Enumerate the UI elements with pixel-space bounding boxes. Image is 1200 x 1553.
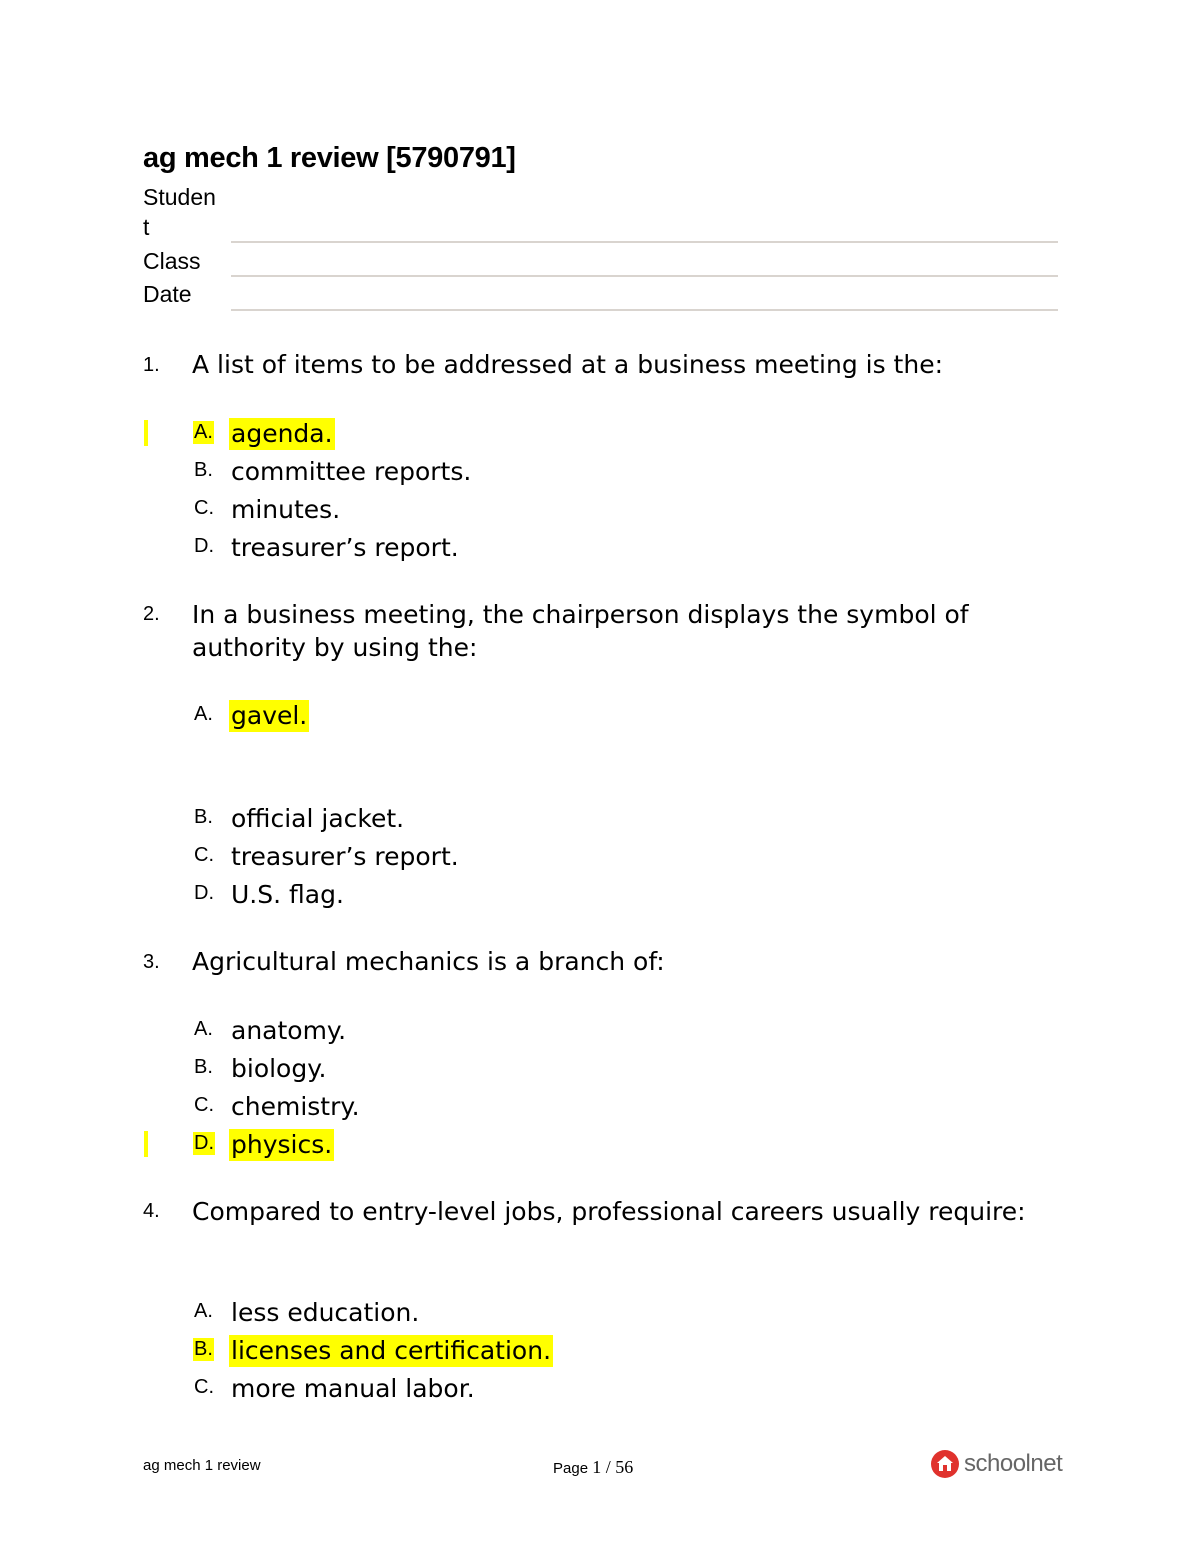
answer-marker: [144, 420, 148, 446]
option-letter: C.: [194, 1094, 214, 1116]
date-label: Date: [143, 281, 192, 307]
footer-doc-name: ag mech 1 review: [143, 1457, 261, 1474]
option-text: anatomy.: [231, 1016, 347, 1045]
house-icon: [930, 1449, 960, 1479]
page-label: Page: [553, 1460, 589, 1477]
option-letter: C.: [194, 1376, 214, 1398]
option-letter: D.: [194, 1132, 214, 1154]
page-number: 1 / 56: [592, 1457, 634, 1477]
option-letter: B.: [194, 806, 213, 828]
option-text: minutes.: [231, 495, 341, 524]
option-text: official jacket.: [231, 804, 405, 833]
question-number: 2.: [143, 603, 160, 625]
class-label: Class: [143, 248, 201, 274]
question-number: 3.: [143, 951, 160, 973]
brand-name: schoolnet: [964, 1450, 1063, 1477]
option-letter: B.: [194, 1338, 213, 1360]
option-letter: C.: [194, 844, 214, 866]
option-text: treasurer’s report.: [231, 842, 459, 871]
option-text: more manual labor.: [231, 1374, 475, 1403]
option-letter: A.: [194, 1018, 213, 1040]
date-line: [231, 309, 1058, 311]
option-text: biology.: [231, 1054, 327, 1083]
student-line: [231, 241, 1058, 243]
option-letter: A.: [194, 1300, 213, 1322]
schoolnet-logo: [930, 1447, 1062, 1481]
option-text: physics.: [231, 1130, 333, 1159]
option-letter: B.: [194, 1056, 213, 1078]
student-label: Studen t: [143, 184, 216, 240]
option-text: committee reports.: [231, 457, 472, 486]
option-text: gavel.: [231, 701, 308, 730]
option-text: agenda.: [231, 419, 333, 448]
question-text: In a business meeting, the chairperson displays the symbol of authority by using the:: [192, 600, 969, 662]
option-text: licenses and certification.: [231, 1336, 552, 1365]
question-text: A list of items to be addressed at a business meeting is the:: [192, 350, 944, 379]
question-text: Agricultural mechanics is a branch of:: [192, 947, 665, 976]
question-text: Compared to entry-level jobs, professional careers usually require:: [192, 1197, 1026, 1226]
option-letter: D.: [194, 535, 214, 557]
answer-marker: [144, 1131, 148, 1157]
option-letter: D.: [194, 882, 214, 904]
option-text: treasurer’s report.: [231, 533, 459, 562]
class-line: [231, 275, 1058, 277]
footer-page-indicator: [553, 1457, 633, 1478]
document-title: ag mech 1 review [5790791]: [143, 142, 516, 174]
option-letter: C.: [194, 497, 214, 519]
option-text: chemistry.: [231, 1092, 360, 1121]
option-letter: B.: [194, 459, 213, 481]
option-text: less education.: [231, 1298, 420, 1327]
option-letter: A.: [194, 703, 213, 725]
question-number: 1.: [143, 354, 160, 376]
option-text: U.S. flag.: [231, 880, 344, 909]
question-number: 4.: [143, 1200, 160, 1222]
option-letter: A.: [194, 421, 213, 443]
